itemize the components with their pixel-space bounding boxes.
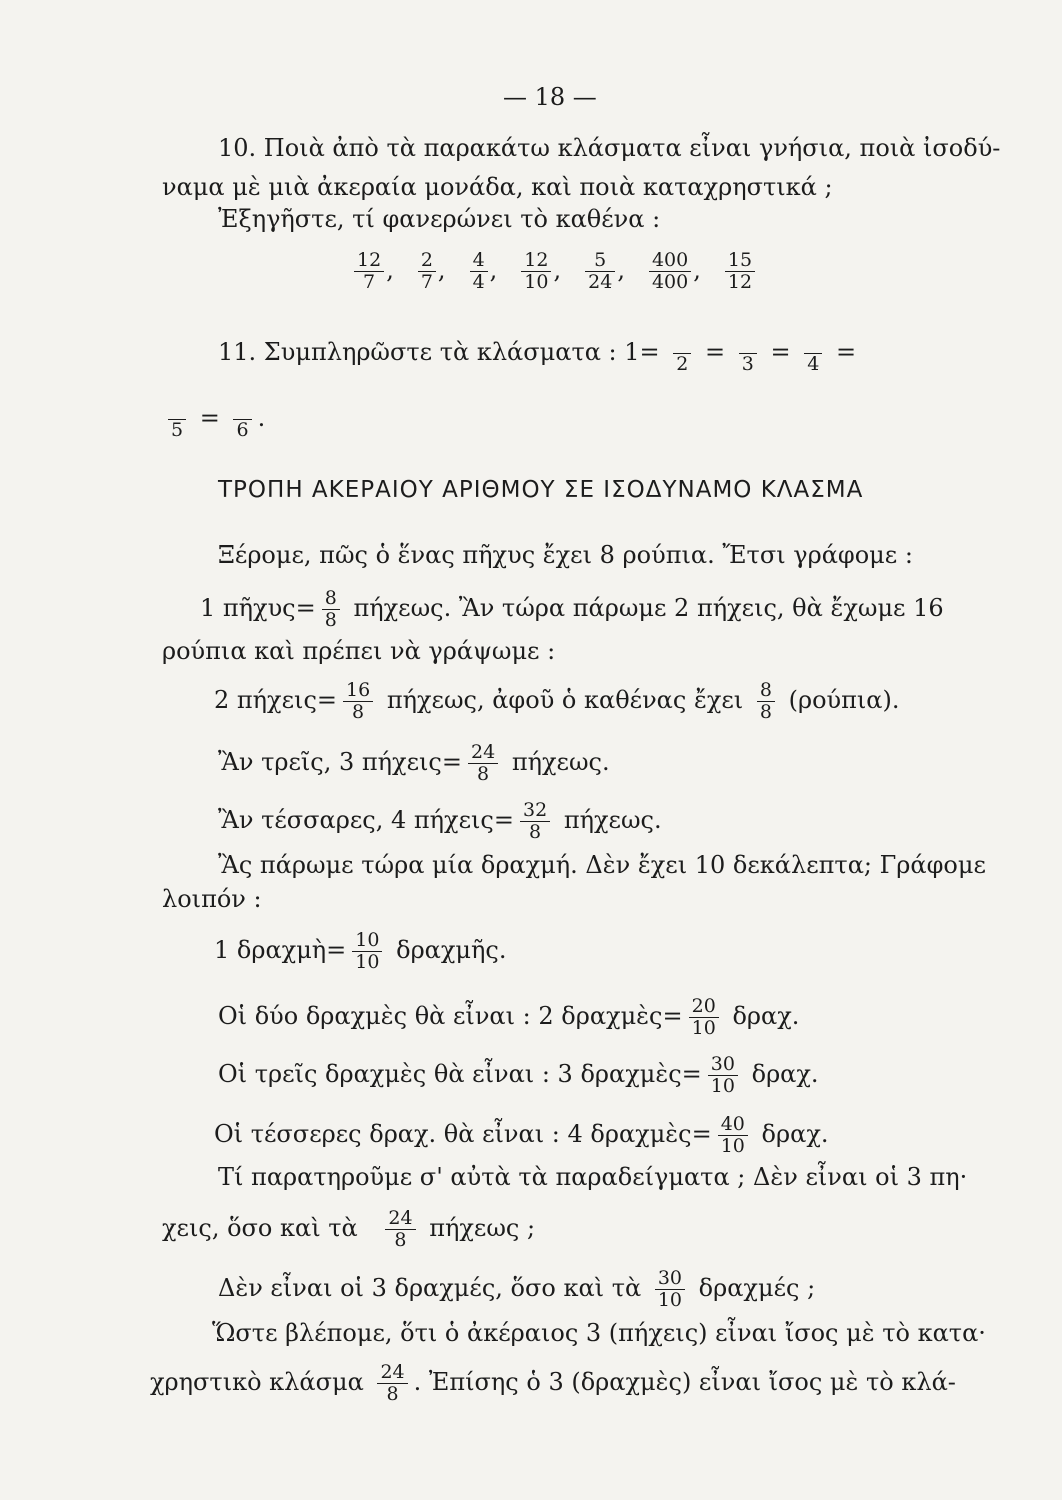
fraction: $\frac{4}{4}$ xyxy=(470,250,488,293)
ex10-fraction-list xyxy=(330,250,757,293)
fraction: $\frac{20}{10}$ xyxy=(689,996,719,1039)
fraction: $\frac{8}{8}$ xyxy=(322,588,340,631)
p1-line6 xyxy=(218,800,662,843)
fraction: $\frac{12}{7}$ xyxy=(354,250,384,293)
text: Οἱ τέσσερες δραχ. θὰ εἶναι : 4 δραχμὲς= xyxy=(214,1120,712,1148)
fraction-item xyxy=(394,249,446,293)
fraction: $\frac{24}{8}$ xyxy=(385,1208,415,1251)
fraction: $\frac{2}{7}$ xyxy=(418,250,436,293)
p3-line1: Τί παρατηροῦμε σ' αὐτὰ τὰ παραδείγματα ; Δὲν εἶναι οἱ 3 πη· xyxy=(218,1163,968,1191)
text: πήχεως ; xyxy=(429,1214,536,1242)
p4-line1: Ὥστε βλέπομε, ὅτι ὁ ἀκέραιος 3 (πήχεις) εἶναι ἴσος μὲ τὸ κατα· xyxy=(212,1319,986,1347)
text: Ἂν τέσσαρες, 4 πήχεις= xyxy=(218,806,514,834)
fraction: $\frac{40}{10}$ xyxy=(718,1114,748,1157)
fraction: $\frac{12}{10}$ xyxy=(521,250,551,293)
fraction: $\frac{400}{400}$ xyxy=(649,250,691,293)
fraction-item xyxy=(446,249,498,293)
text: χεις, ὅσο καὶ τὰ xyxy=(162,1214,358,1242)
fraction-item xyxy=(625,249,701,293)
text: 1 πῆχυς= xyxy=(200,594,316,622)
text: δραχμῆς. xyxy=(396,936,507,964)
ex11-prefix: 11. Συμπληρῶστε τὰ κλάσματα : 1= xyxy=(218,338,660,366)
text: Οἱ τρεῖς δραχμὲς θὰ εἶναι : 3 δραχμὲς= xyxy=(218,1060,702,1088)
equals-sign: = xyxy=(705,338,726,366)
separator: , xyxy=(386,256,394,284)
p2-line5 xyxy=(218,1054,819,1097)
blank-fraction: 2 xyxy=(673,332,691,375)
ex11-line1 xyxy=(218,332,856,375)
fraction-item xyxy=(561,249,625,293)
p2-line1: Ἂς πάρωμε τώρα μία δραχμή. Δὲν ἔχει 10 δεκάλεπτα; Γράφομε xyxy=(218,851,986,879)
fraction: $\frac{30}{10}$ xyxy=(708,1054,738,1097)
text: 1 δραχμὴ= xyxy=(214,936,347,964)
text: Οἱ δύο δραχμὲς θὰ εἶναι : 2 δραχμὲς= xyxy=(218,1002,683,1030)
fraction: $\frac{5}{24}$ xyxy=(585,250,615,293)
fraction: $\frac{24}{8}$ xyxy=(468,742,498,785)
separator: , xyxy=(617,256,625,284)
text: (ρούπια). xyxy=(788,686,900,714)
text: χρηστικὸ κλάσμα xyxy=(150,1368,364,1396)
text: δραχ. xyxy=(732,1002,800,1030)
p1-line5 xyxy=(218,742,610,785)
p1-line1: Ξέρομε, πῶς ὁ ἕνας πῆχυς ἔχει 8 ρούπια. Ἔτσι γράφομε : xyxy=(218,541,913,569)
p1-line3: ρούπια καὶ πρέπει νὰ γράψωμε : xyxy=(162,637,556,665)
blank-fraction: 5 xyxy=(168,398,186,441)
section-title: ΤΡΟΠΗ ΑΚΕΡΑΙΟΥ ΑΡΙΘΜΟΥ ΣΕ ΙΣΟΔΥΝΑΜΟ ΚΛΑΣΜΑ xyxy=(218,477,864,503)
text: δραχμές ; xyxy=(698,1274,816,1302)
fraction: $\frac{30}{10}$ xyxy=(655,1268,685,1311)
blank-fraction: 3 xyxy=(739,332,757,375)
fraction-item xyxy=(701,249,757,293)
ex10-line2: ναμα μὲ μιὰ ἀκεραία μονάδα, καὶ ποιὰ καταχρηστικά ; xyxy=(162,173,833,201)
text: Ἂν τρεῖς, 3 πήχεις= xyxy=(218,748,462,776)
ex11-line2 xyxy=(162,398,265,441)
fraction: $\frac{10}{10}$ xyxy=(352,930,382,973)
fraction: $\frac{16}{8}$ xyxy=(343,680,373,723)
p1-line4 xyxy=(214,680,900,723)
p1-line2 xyxy=(200,588,944,631)
period: . xyxy=(257,404,266,432)
blank-fraction: 6 xyxy=(233,398,251,441)
text: . Ἐπίσης ὁ 3 (δραχμὲς) εἶναι ἴσος μὲ τὸ κλά- xyxy=(413,1368,956,1396)
text: πήχεως, ἀφοῦ ὁ καθένας ἔχει xyxy=(386,686,744,714)
text: 2 πήχεις= xyxy=(214,686,337,714)
p4-line2 xyxy=(150,1362,956,1405)
equals-sign: = xyxy=(199,404,220,432)
separator: , xyxy=(553,256,562,284)
text: πήχεως. Ἂν τώρα πάρωμε 2 πήχεις, θὰ ἔχωμε 16 xyxy=(353,594,944,622)
p2-line4 xyxy=(218,996,799,1039)
ex10-line3: Ἐξηγῆστε, τί φανερώνει τὸ καθένα : xyxy=(218,205,661,233)
page-number: — 18 — xyxy=(503,83,597,111)
text: δραχ. xyxy=(761,1120,829,1148)
equals-sign: = xyxy=(770,338,791,366)
text: πήχεως. xyxy=(563,806,662,834)
separator: , xyxy=(693,256,701,284)
separator: , xyxy=(489,256,498,284)
p3-line2 xyxy=(162,1208,535,1251)
fraction: $\frac{24}{8}$ xyxy=(377,1362,407,1405)
blank-fraction: 4 xyxy=(804,332,822,375)
text: Δὲν εἶναι οἱ 3 δραχμές, ὅσο καὶ τὰ xyxy=(218,1274,642,1302)
p2-line3 xyxy=(214,930,506,973)
p3-line3 xyxy=(218,1268,815,1311)
separator: , xyxy=(437,256,446,284)
fraction: $\frac{15}{12}$ xyxy=(725,250,755,293)
fraction-item xyxy=(497,249,562,293)
text: δραχ. xyxy=(751,1060,819,1088)
fraction: $\frac{8}{8}$ xyxy=(757,680,775,723)
p2-line2: λοιπόν : xyxy=(162,885,262,913)
ex10-line1: 10. Ποιὰ ἀπὸ τὰ παρακάτω κλάσματα εἶναι γνήσια, ποιὰ ἰσοδύ- xyxy=(218,134,1001,162)
text: πήχεως. xyxy=(511,748,610,776)
equals-sign: = xyxy=(836,338,857,366)
p2-line6 xyxy=(214,1114,828,1157)
fraction: $\frac{32}{8}$ xyxy=(520,800,550,843)
fraction-item xyxy=(330,249,394,293)
